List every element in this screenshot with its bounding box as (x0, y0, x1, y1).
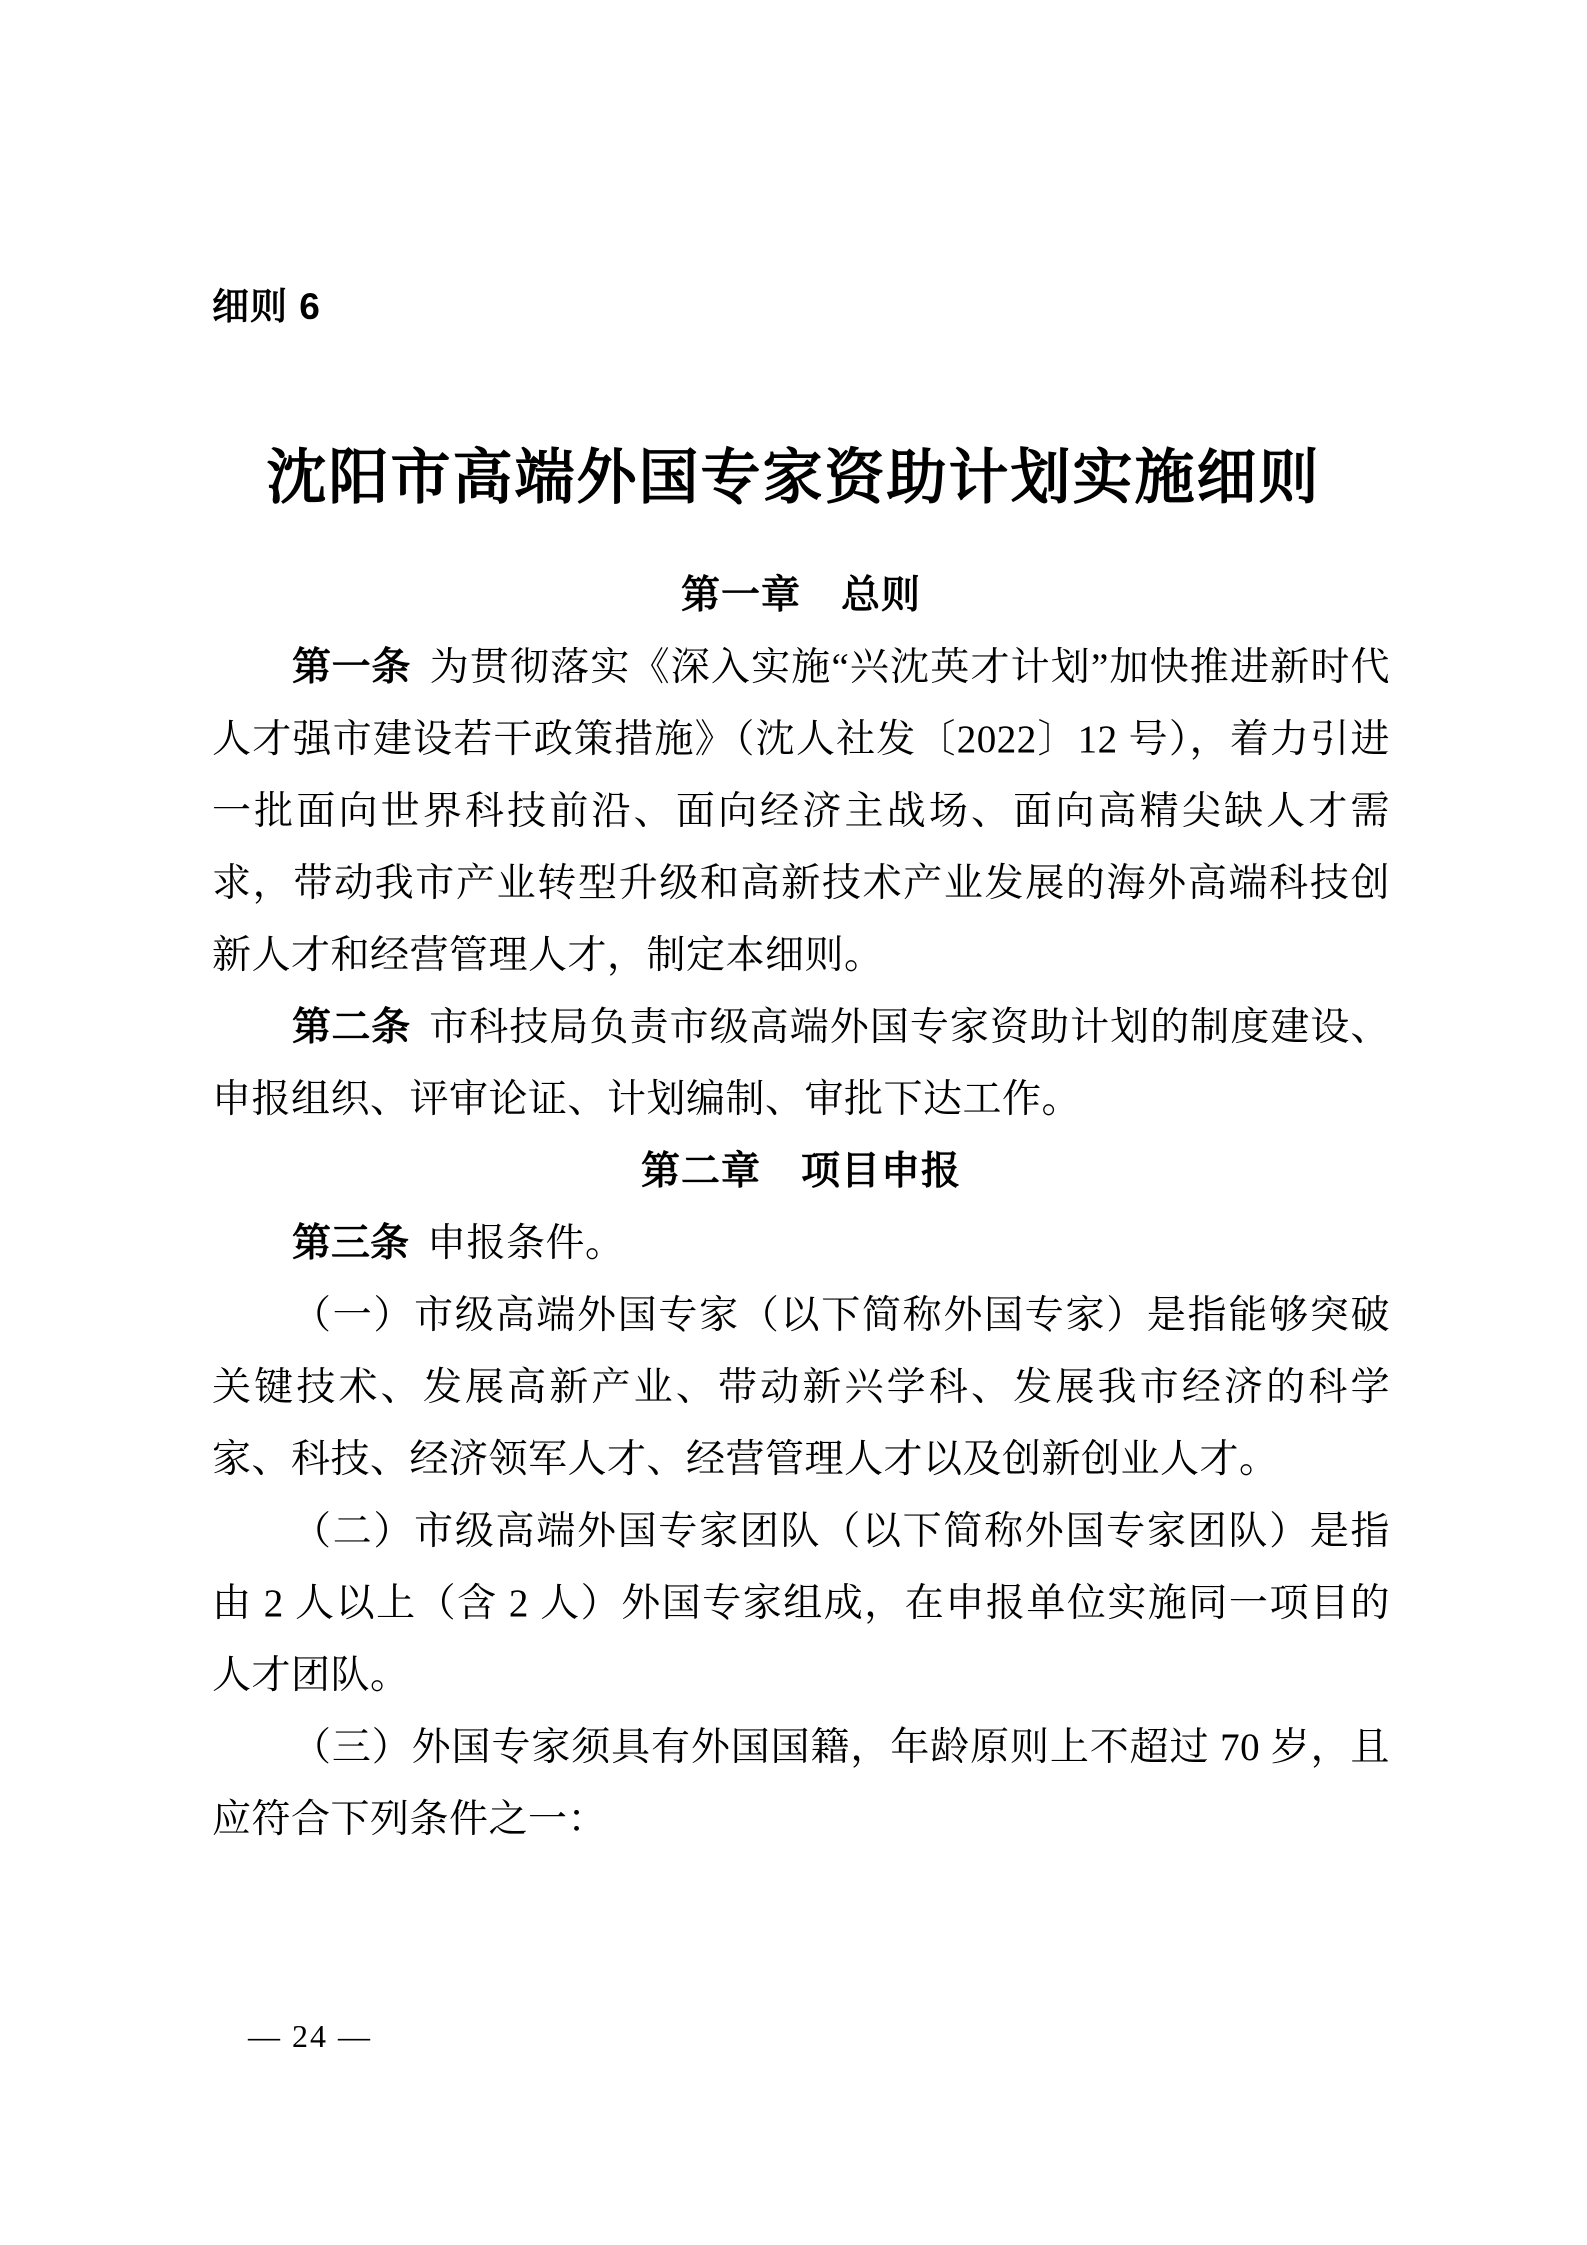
page-title: 沈阳市高端外国专家资助计划实施细则 (266, 444, 1321, 512)
running-head: 细则 6 (212, 286, 321, 327)
article-1-text: 为贯彻落实《深入实施“兴沈英才计划”加快推进新时代人才强市建设若干政策措施》（沈人社发〔2022〕12 号），着力引进一批面向世界科技前沿、面向经济主战场、面向高精尖缺人才需求，带动我市产业转型升级和高新技术产业发展的海外高端科技创新人才和经营管理人才，制定本细则。 (212, 646, 1390, 977)
article-3-paragraph (212, 1208, 1390, 1280)
article-1-number: 第一条 (292, 646, 412, 689)
chapter-heading-one: 第一章 总则 (680, 574, 921, 617)
chapter-heading-two: 第二章 项目申报 (640, 1150, 961, 1193)
article-3-text: 申报条件。 (427, 1222, 625, 1265)
condition-item-1: （一）市级高端外国专家（以下简称外国专家）是指能够突破关键技术、发展高新产业、带动新兴学科、发展我市经济的科学家、科技、经济领军人才、经营管理人才以及创新创业人才。 (212, 1294, 1390, 1481)
document-body (212, 560, 1390, 1856)
article-2-paragraph (212, 992, 1390, 1136)
article-1-paragraph (212, 632, 1390, 992)
article-2-text: 市科技局负责市级高端外国专家资助计划的制度建设、申报组织、评审论证、计划编制、审批下达工作。 (212, 1006, 1390, 1121)
condition-item-2: （二）市级高端外国专家团队（以下简称外国专家团队）是指由 2 人以上（含 2 人）外国专家组成，在申报单位实施同一项目的人才团队。 (212, 1510, 1390, 1697)
article-3-number: 第三条 (292, 1222, 410, 1265)
article-2-number: 第二条 (292, 1006, 411, 1049)
condition-item-3: （三）外国专家须具有外国国籍，年龄原则上不超过 70 岁，且应符合下列条件之一： (212, 1726, 1390, 1841)
page-number: — 24 — (248, 2018, 372, 2054)
